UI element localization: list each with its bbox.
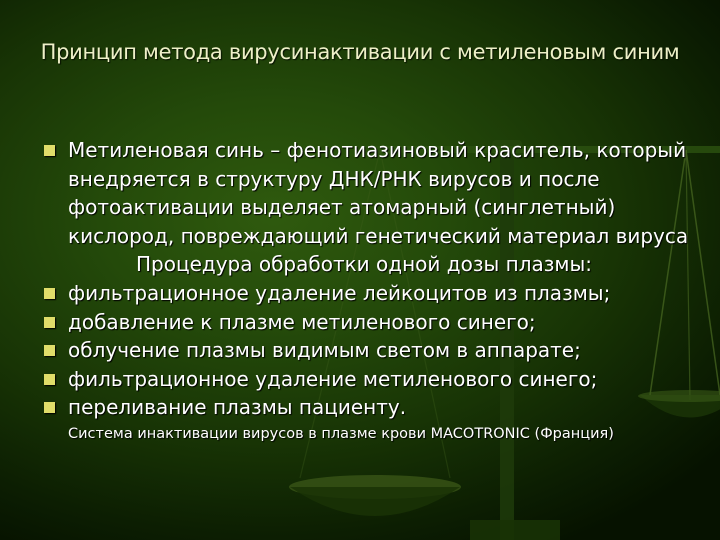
- step-item: [44, 365, 694, 394]
- step-item: [44, 308, 694, 337]
- procedure-heading: Процедура обработки одной дозы плазмы:: [136, 252, 592, 277]
- square-bullet-icon: [44, 374, 55, 385]
- square-bullet-icon: [44, 145, 55, 156]
- square-bullet-icon: [44, 345, 55, 356]
- square-bullet-icon: [44, 317, 55, 328]
- step-text: добавление к плазме метиленового синего;: [68, 309, 536, 334]
- step-item: [44, 393, 694, 422]
- intro-text: Метиленовая синь – фенотиазиновый краситель, который внедряется в структуру ДНК/РНК вирусов и после фотоактивации выделяет атомарный (синглетный) кислород, повреждающий генетический материал вируса: [68, 138, 689, 248]
- step-item: [44, 279, 694, 308]
- step-text: переливание плазмы пациенту.: [68, 395, 407, 420]
- step-item: [44, 336, 694, 365]
- step-text: фильтрационное удаление метиленового синего;: [68, 366, 598, 391]
- step-text: фильтрационное удаление лейкоцитов из плазмы;: [68, 280, 611, 305]
- intro-bullet: [44, 136, 694, 250]
- footnote: Система инактивации вирусов в плазме крови MACOTRONIC (Франция): [68, 425, 614, 442]
- slide-title: Принцип метода вирусинактивации с метиленовым синим: [40, 40, 680, 64]
- step-text: облучение плазмы видимым светом в аппарате;: [68, 338, 581, 363]
- slide-body: [44, 136, 694, 443]
- square-bullet-icon: [44, 402, 55, 413]
- square-bullet-icon: [44, 288, 55, 299]
